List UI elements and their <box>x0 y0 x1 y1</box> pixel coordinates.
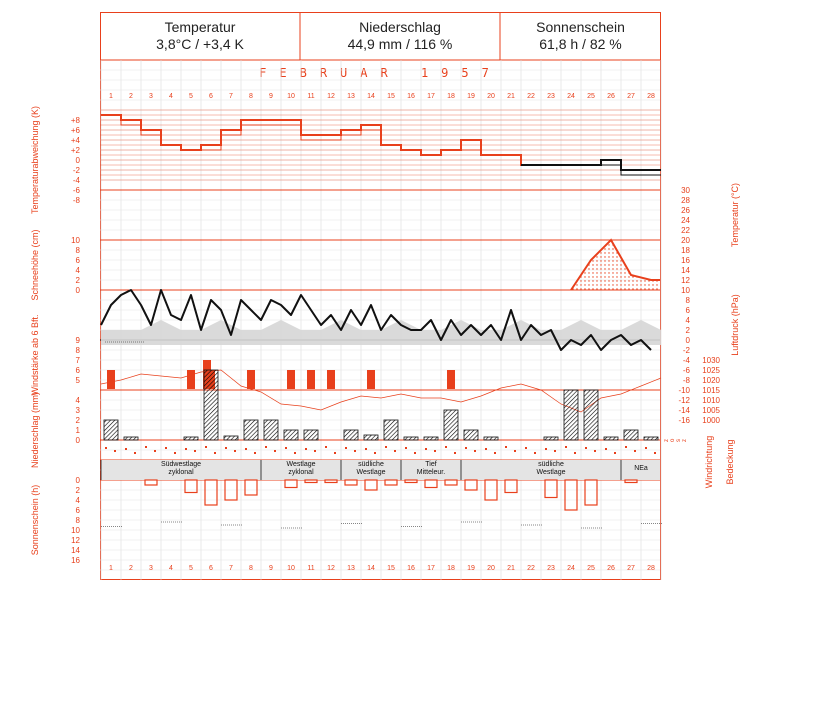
precipitation-bar <box>424 437 438 440</box>
day-label-top: 2 <box>129 93 133 100</box>
temp-anomaly-tick: +6 <box>70 126 80 135</box>
weather-type-label: Westlage <box>286 461 316 468</box>
temperature-value: 3,8°C / +3,4 K <box>156 36 244 52</box>
day-label-top: 12 <box>327 93 335 100</box>
wind-direction-dot <box>465 447 467 449</box>
weather-type-label: südliche <box>358 461 384 468</box>
temp-anomaly-tick: -2 <box>72 166 80 175</box>
wind-direction-dot <box>485 448 487 450</box>
weather-type-label: Westlage <box>356 469 386 476</box>
weather-type-label: Südwestlage <box>160 461 202 468</box>
anomaly-bar <box>101 115 121 160</box>
sunshine-bar <box>285 480 297 488</box>
temp-anomaly-tick: +4 <box>70 136 80 145</box>
pressure-tick: 1025 <box>702 366 720 375</box>
wind-direction-dot <box>145 446 147 448</box>
day-label-bottom: 6 <box>209 565 213 572</box>
cloud-cover-dot <box>294 452 296 454</box>
temp-anomaly-tick: -4 <box>72 176 80 185</box>
wind-direction-dot <box>185 448 187 450</box>
precipitation-bar <box>384 420 398 440</box>
cloud-cover-dot <box>494 452 496 454</box>
cloud-cover-dot <box>594 450 596 452</box>
sunshine-tick: 4 <box>75 496 80 505</box>
temperature-tick: -14 <box>678 406 690 415</box>
day-label-top: 28 <box>647 93 655 100</box>
temperature-tick: 16 <box>681 256 690 265</box>
temperature-tick: 6 <box>685 306 690 315</box>
precipitation-bar <box>284 430 298 440</box>
wind-direction-dot <box>345 447 347 449</box>
cloud-cover-dot <box>614 452 616 454</box>
sunshine-bar <box>245 480 257 495</box>
sunshine-bar <box>505 480 517 493</box>
day-label-bottom: 27 <box>627 565 635 572</box>
sunshine-bar <box>445 480 457 485</box>
sunshine-bar <box>585 480 597 505</box>
snow-tick: 0 <box>75 286 80 295</box>
day-label-bottom: 22 <box>527 565 535 572</box>
small-right-label: z <box>664 439 670 442</box>
sunshine-bar <box>465 480 477 490</box>
precipitation-bar <box>584 390 598 440</box>
temperature-tick: -10 <box>678 386 690 395</box>
wind-direction-dot <box>545 448 547 450</box>
small-right-label: s <box>676 439 682 442</box>
precip-tick: 2 <box>75 416 80 425</box>
left-axis-label: Windstärke ab 6 Bft. <box>30 314 40 396</box>
precipitation-bar <box>244 420 258 440</box>
precipitation-bar <box>604 437 618 440</box>
cloud-cover-dot <box>474 450 476 452</box>
snow-tick: 4 <box>75 266 80 275</box>
cloud-cover-dot <box>354 450 356 452</box>
sunshine-tick: 14 <box>71 546 80 555</box>
pressure-tick: 1005 <box>702 406 720 415</box>
sunshine-bar <box>545 480 557 498</box>
precipitation-bar <box>464 430 478 440</box>
sunshine-bar <box>325 480 337 483</box>
temp-anomaly-tick: -8 <box>72 196 80 205</box>
temperature-tick: 20 <box>681 236 690 245</box>
wind-tick: 7 <box>75 356 80 365</box>
day-label-bottom: 14 <box>367 565 375 572</box>
day-label-bottom: 2 <box>129 565 133 572</box>
temperature-tick: 14 <box>681 266 690 275</box>
day-label-bottom: 25 <box>587 565 595 572</box>
precipitation-bar <box>624 430 638 440</box>
sunshine-tick: 10 <box>71 526 80 535</box>
sunshine-tick: 8 <box>75 516 80 525</box>
precipitation-bar <box>104 420 118 440</box>
wind-direction-dot <box>365 448 367 450</box>
sunshine-bar <box>345 480 357 485</box>
wind-bar <box>287 370 295 389</box>
temperature-tick: 12 <box>681 276 690 285</box>
left-axis-label: Schneehöhe (cm) <box>30 229 40 301</box>
left-axis-label: Sonnenschein (h) <box>30 484 40 556</box>
wind-direction-dot <box>205 446 207 448</box>
sunshine-bar <box>565 480 577 510</box>
weather-type-label: Mitteleur. <box>416 469 446 476</box>
precipitation-bar <box>224 436 238 440</box>
day-label-bottom: 15 <box>387 565 395 572</box>
day-label-bottom: 4 <box>169 565 173 572</box>
cloud-cover-dot <box>274 450 276 452</box>
weather-type-label: zyklonal <box>168 469 194 476</box>
day-label-top: 6 <box>209 93 213 100</box>
sunshine-bar <box>305 480 317 483</box>
wind-direction-dot <box>125 448 127 450</box>
wind-direction-dot <box>565 446 567 448</box>
day-label-bottom: 11 <box>307 565 315 572</box>
day-label-bottom: 21 <box>507 565 515 572</box>
pressure-tick: 1000 <box>702 416 720 425</box>
pressure-tick: 1015 <box>702 386 720 395</box>
day-label-bottom: 7 <box>229 565 233 572</box>
cloud-cover-dot <box>114 450 116 452</box>
day-label-top: 14 <box>367 93 375 100</box>
day-label-top: 22 <box>527 93 535 100</box>
day-label-top: 26 <box>607 93 615 100</box>
wind-direction-dot <box>105 447 107 449</box>
wind-direction-dot <box>325 446 327 448</box>
day-label-top: 8 <box>249 93 253 100</box>
sunshine-tick: 0 <box>75 476 80 485</box>
snow-tick: 8 <box>75 246 80 255</box>
wind-tick: 5 <box>75 376 80 385</box>
temperature-tick: 30 <box>681 186 690 195</box>
precipitation-bar <box>484 437 498 440</box>
wind-bar <box>447 370 455 389</box>
pressure-tick: 1020 <box>702 376 720 385</box>
day-label-bottom: 23 <box>547 565 555 572</box>
day-label-bottom: 3 <box>149 565 153 572</box>
wind-direction-dot <box>405 447 407 449</box>
wind-bar <box>107 370 115 389</box>
wind-tick: 9 <box>75 336 80 345</box>
month-title: FEBRUAR 1957 <box>259 66 502 80</box>
right-axis-label: Windrichtung <box>704 435 714 489</box>
day-label-top: 16 <box>407 93 415 100</box>
temperature-tick: 26 <box>681 206 690 215</box>
day-label-top: 3 <box>149 93 153 100</box>
precipitation-bar <box>364 435 378 440</box>
temperature-tick: 22 <box>681 226 690 235</box>
day-label-top: 11 <box>307 93 315 100</box>
precipitation-value: 44,9 mm / 116 % <box>347 36 453 52</box>
wind-direction-dot <box>585 447 587 449</box>
sunshine-bar <box>405 480 417 483</box>
wind-bar <box>327 370 335 389</box>
day-label-top: 18 <box>447 93 455 100</box>
day-label-bottom: 28 <box>647 565 655 572</box>
cloud-cover-dot <box>134 452 136 454</box>
day-label-bottom: 26 <box>607 565 615 572</box>
day-label-bottom: 12 <box>327 565 335 572</box>
cloud-cover-dot <box>514 450 516 452</box>
precipitation-bar <box>204 370 218 440</box>
day-label-top: 7 <box>229 93 233 100</box>
wind-direction-dot <box>625 446 627 448</box>
temperature-tick: -12 <box>678 396 690 405</box>
small-right-label: z <box>682 439 688 442</box>
left-axis-label: Temperaturabweichung (K) <box>30 105 40 215</box>
sunshine-tick: 2 <box>75 486 80 495</box>
temp-anomaly-tick: +2 <box>70 146 80 155</box>
temp-anomaly-tick: -6 <box>72 186 80 195</box>
temp-anomaly-tick: +8 <box>70 116 80 125</box>
day-label-bottom: 20 <box>487 565 495 572</box>
day-label-top: 27 <box>627 93 635 100</box>
temperature-tick: 24 <box>681 216 690 225</box>
day-label-top: 23 <box>547 93 555 100</box>
temperature-tick: 10 <box>681 286 690 295</box>
precipitation-bar <box>264 420 278 440</box>
day-label-bottom: 9 <box>269 565 273 572</box>
day-label-top: 24 <box>567 93 575 100</box>
cloud-cover-dot <box>434 450 436 452</box>
day-label-bottom: 16 <box>407 565 415 572</box>
precipitation-title: Niederschlag <box>359 19 441 35</box>
precipitation-bar <box>444 410 458 440</box>
day-label-top: 21 <box>507 93 515 100</box>
precipitation-bar <box>564 390 578 440</box>
day-label-bottom: 13 <box>347 565 355 572</box>
wind-bar <box>187 370 195 389</box>
cloud-cover-dot <box>534 452 536 454</box>
day-label-top: 17 <box>427 93 435 100</box>
pressure-tick: 1010 <box>702 396 720 405</box>
day-label-top: 4 <box>169 93 173 100</box>
sunshine-bar <box>425 480 437 488</box>
sunshine-title: Sonnenschein <box>536 19 625 35</box>
wind-direction-dot <box>385 446 387 448</box>
day-label-bottom: 10 <box>287 565 295 572</box>
temperature-tick: -16 <box>678 416 690 425</box>
precip-tick: 1 <box>75 426 80 435</box>
cloud-cover-dot <box>394 450 396 452</box>
right-axis-label: Temperatur (°C) <box>730 182 740 248</box>
precipitation-bar <box>644 437 658 440</box>
day-label-bottom: 19 <box>467 565 475 572</box>
weather-type-label: NEa <box>634 465 648 472</box>
sunshine-bar <box>385 480 397 485</box>
wind-direction-dot <box>525 447 527 449</box>
temperature-tick: 2 <box>685 326 690 335</box>
right-axis-label: Luftdruck (hPa) <box>730 294 740 356</box>
temperature-tick: 8 <box>685 296 690 305</box>
precip-tick: 4 <box>75 396 80 405</box>
snow-tick: 2 <box>75 276 80 285</box>
cloud-cover-dot <box>234 450 236 452</box>
day-label-top: 10 <box>287 93 295 100</box>
day-label-top: 1 <box>109 93 113 100</box>
precipitation-bar <box>304 430 318 440</box>
wind-direction-dot <box>425 448 427 450</box>
cloud-cover-dot <box>334 452 336 454</box>
day-label-top: 13 <box>347 93 355 100</box>
sunshine-bar <box>205 480 217 505</box>
cloud-cover-dot <box>554 450 556 452</box>
day-label-bottom: 24 <box>567 565 575 572</box>
cloud-cover-dot <box>254 452 256 454</box>
precipitation-bar <box>404 437 418 440</box>
day-label-top: 20 <box>487 93 495 100</box>
temperature-title: Temperatur <box>164 19 236 35</box>
temperature-tick: -8 <box>682 376 690 385</box>
cloud-cover-dot <box>454 452 456 454</box>
wind-direction-dot <box>285 447 287 449</box>
temperature-tick: 28 <box>681 196 690 205</box>
sunshine-tick: 6 <box>75 506 80 515</box>
precipitation-bar <box>544 437 558 440</box>
day-label-bottom: 8 <box>249 565 253 572</box>
precipitation-bar <box>124 437 138 440</box>
sunshine-tick: 12 <box>71 536 80 545</box>
precipitation-bar <box>184 437 198 440</box>
cloud-cover-dot <box>314 450 316 452</box>
day-label-bottom: 18 <box>447 565 455 572</box>
cloud-cover-dot <box>194 450 196 452</box>
wind-bar <box>247 370 255 389</box>
wind-direction-dot <box>605 448 607 450</box>
cloud-cover-dot <box>374 452 376 454</box>
temperature-tick: -6 <box>682 366 690 375</box>
precip-tick: 3 <box>75 406 80 415</box>
cloud-cover-dot <box>414 452 416 454</box>
weather-type-label: Westlage <box>536 469 566 476</box>
wind-direction-dot <box>505 446 507 448</box>
day-label-bottom: 1 <box>109 565 113 572</box>
wind-direction-dot <box>165 447 167 449</box>
day-label-top: 5 <box>189 93 193 100</box>
anomaly-bar <box>321 135 341 160</box>
day-label-top: 9 <box>269 93 273 100</box>
pressure-tick: 1030 <box>702 356 720 365</box>
wind-direction-dot <box>265 446 267 448</box>
left-axis-label: Niederschlag (mm) <box>30 391 40 469</box>
temperature-tick: 18 <box>681 246 690 255</box>
cloud-cover-dot <box>154 450 156 452</box>
temp-anomaly-tick: 0 <box>75 156 80 165</box>
precip-tick: 0 <box>75 436 80 445</box>
weather-type-label: südliche <box>538 461 564 468</box>
cloud-cover-dot <box>174 452 176 454</box>
precipitation-bar <box>344 430 358 440</box>
snow-tick: 6 <box>75 256 80 265</box>
anomaly-bar <box>381 145 401 160</box>
sunshine-bar <box>625 480 637 483</box>
day-label-top: 25 <box>587 93 595 100</box>
sunshine-bar <box>145 480 157 485</box>
small-right-label: o <box>670 438 676 442</box>
sunshine-bar <box>185 480 197 493</box>
wind-direction-dot <box>305 448 307 450</box>
temperature-tick: -2 <box>682 346 690 355</box>
wind-direction-dot <box>245 448 247 450</box>
anomaly-bar <box>161 145 181 160</box>
wind-tick: 6 <box>75 366 80 375</box>
sunshine-tick: 16 <box>71 556 80 565</box>
cloud-cover-dot <box>654 452 656 454</box>
temperature-tick: 0 <box>685 336 690 345</box>
temperature-tick: 4 <box>685 316 690 325</box>
cloud-cover-dot <box>634 450 636 452</box>
day-label-top: 19 <box>467 93 475 100</box>
wind-bar <box>367 370 375 389</box>
day-label-bottom: 5 <box>189 565 193 572</box>
anomaly-bar <box>301 135 321 160</box>
weather-type-label: zyklonal <box>288 469 314 476</box>
wind-direction-dot <box>445 446 447 448</box>
temperature-tick: -4 <box>682 356 690 365</box>
wind-tick: 8 <box>75 346 80 355</box>
cloud-cover-dot <box>574 452 576 454</box>
anomaly-bar <box>201 145 221 160</box>
cloud-cover-dot <box>214 452 216 454</box>
sunshine-bar <box>365 480 377 490</box>
wind-bar <box>307 370 315 389</box>
wind-direction-dot <box>225 447 227 449</box>
snow-tick: 10 <box>71 236 80 245</box>
right-axis-label: Bedeckung <box>725 439 735 485</box>
weather-type-label: Tief <box>425 461 437 468</box>
sunshine-value: 61,8 h / 82 % <box>539 36 622 52</box>
day-label-top: 15 <box>387 93 395 100</box>
wind-direction-dot <box>645 447 647 449</box>
day-label-bottom: 17 <box>427 565 435 572</box>
